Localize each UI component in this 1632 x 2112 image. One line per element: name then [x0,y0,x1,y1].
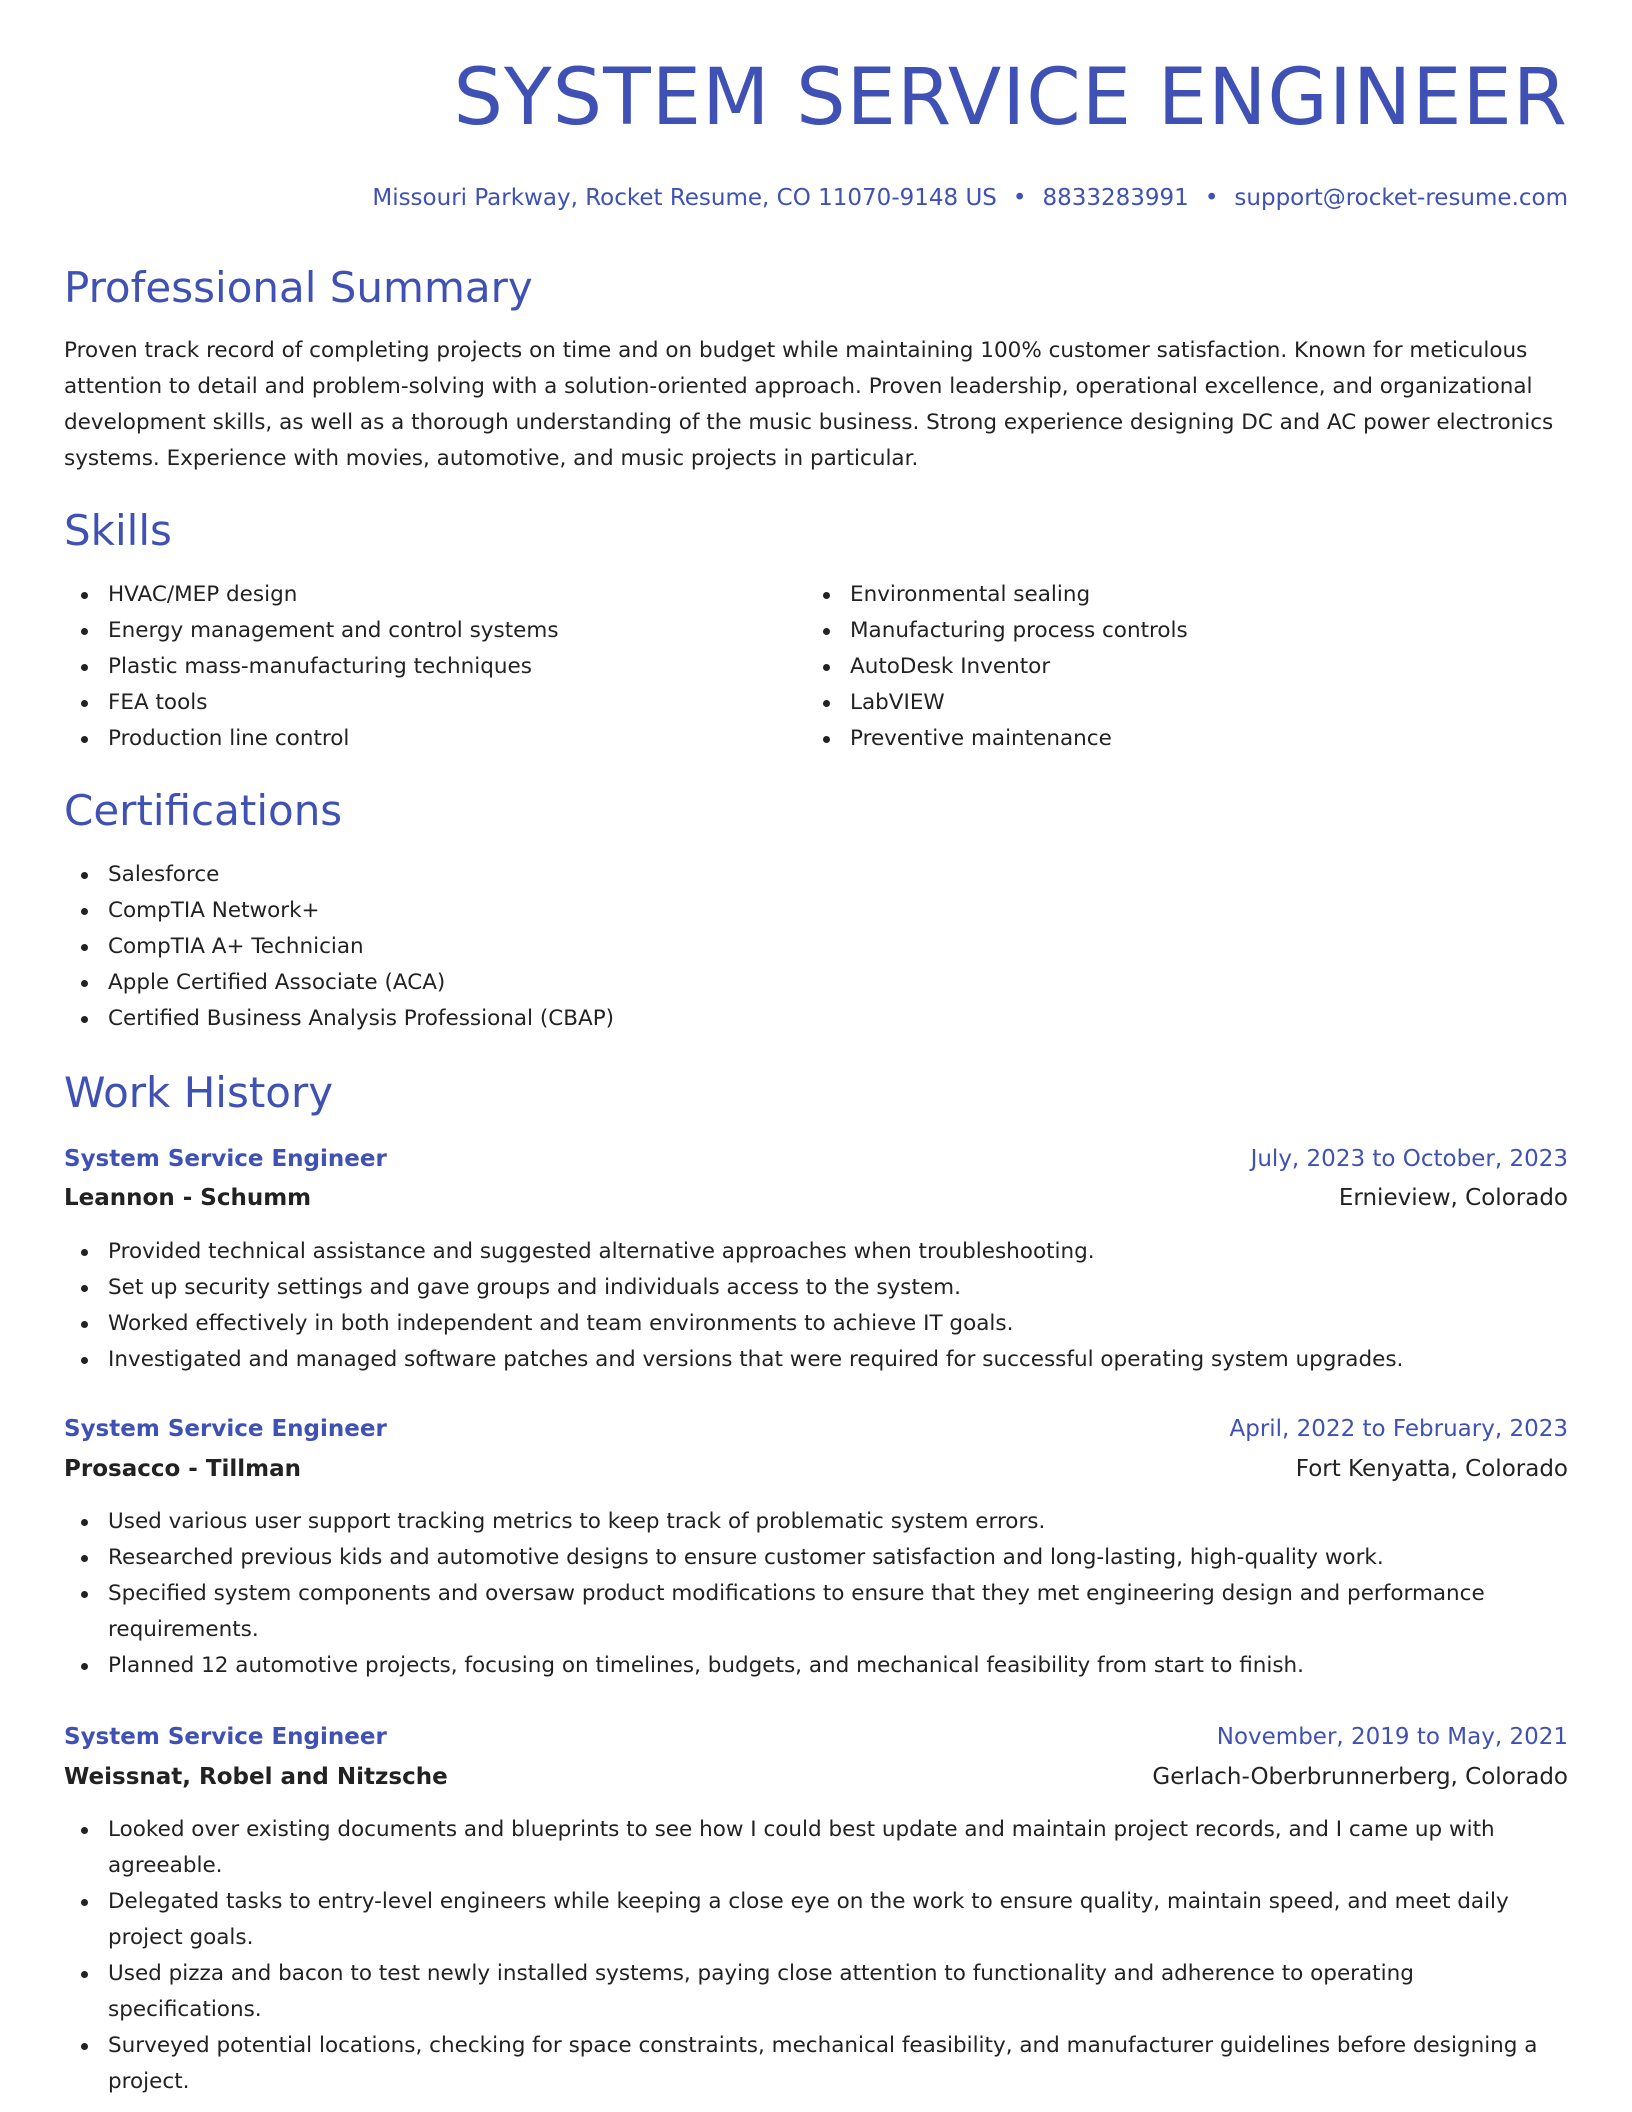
job-location: Gerlach-Oberbrunnerberg, Colorado [1152,1764,1568,1790]
job-company: Leannon - Schumm [64,1185,312,1211]
contact-separator: • [1012,185,1027,211]
job-bullets [64,1812,1568,2100]
job-bullet: Used pizza and bacon to test newly installed systems, paying close attention to functionality and adherence to operating specifications. [64,1956,1568,2028]
skill-item: HVAC/MEP design [64,577,764,613]
certification-item: CompTIA Network+ [64,893,1568,929]
skill-item: Preventive maintenance [806,721,1566,757]
contact-line [372,178,1568,218]
skill-item: LabVIEW [806,685,1566,721]
summary-text: Proven track record of completing projects on time and on budget while maintaining 100% customer satisfaction. Known for meticulous attention to detail and problem-solving with a solution-oriented approach. Proven leadership, operational excellence, and organizational development skills, as well as a thorough understanding of the music business. Strong experience designing DC and AC power electronics systems. Experience with movies, automotive, and music projects in particular. [64,338,1554,471]
job-bullet: Provided technical assistance and suggested alternative approaches when troubleshooting. [64,1234,1568,1270]
job-bullet: Used various user support tracking metrics to keep track of problematic system errors. [64,1504,1568,1540]
contact-address: Missouri Parkway, Rocket Resume, CO 11070-9148 US [372,185,997,211]
job-dates: November, 2019 to May, 2021 [1216,1724,1568,1750]
job-company: Prosacco - Tillman [64,1456,302,1482]
certifications-heading: Certifications [64,786,343,835]
job-bullet: Worked effectively in both independent and team environments to achieve IT goals. [64,1306,1568,1342]
job-title: System Service Engineer [64,1724,387,1750]
certification-item: Certified Business Analysis Professional (CBAP) [64,1001,1568,1037]
skill-item: Manufacturing process controls [806,613,1566,649]
resume-name: SYSTEM SERVICE ENGINEER [453,53,1568,143]
job-location: Ernieview, Colorado [1338,1185,1568,1211]
job-bullet: Investigated and managed software patches and versions that were required for successful operating system upgrades. [64,1342,1568,1378]
job-bullet: Planned 12 automotive projects, focusing on timelines, budgets, and mechanical feasibility from start to finish. [64,1648,1568,1684]
skills-list-left [64,577,764,757]
job-bullet: Delegated tasks to entry-level engineers while keeping a close eye on the work to ensure quality, maintain speed, and meet daily project goals. [64,1884,1568,1956]
skills-list-right [806,577,1566,757]
skill-item: AutoDesk Inventor [806,649,1566,685]
job-bullet: Specified system components and oversaw product modifications to ensure that they met engineering design and performance requirements. [64,1576,1568,1648]
skill-item: FEA tools [64,685,764,721]
skill-item: Production line control [64,721,764,757]
work-history-heading: Work History [64,1068,334,1117]
job-title: System Service Engineer [64,1416,387,1442]
job-bullet: Researched previous kids and automotive designs to ensure customer satisfaction and long-lasting, high-quality work. [64,1540,1568,1576]
job-dates: July, 2023 to October, 2023 [1250,1146,1568,1172]
job-bullets [64,1504,1568,1684]
job-bullet: Set up security settings and gave groups and individuals access to the system. [64,1270,1568,1306]
job-company: Weissnat, Robel and Nitzsche [64,1764,448,1790]
job-bullets [64,1234,1568,1378]
certification-item: CompTIA A+ Technician [64,929,1568,965]
skill-item: Plastic mass-manufacturing techniques [64,649,764,685]
job-dates: April, 2022 to February, 2023 [1229,1416,1568,1442]
skill-item: Energy management and control systems [64,613,764,649]
certification-item: Apple Certified Associate (ACA) [64,965,1568,1001]
skills-heading: Skills [64,506,172,555]
job-bullet: Surveyed potential locations, checking for space constraints, mechanical feasibility, and manufacturer guidelines before designing a project. [64,2028,1568,2100]
certification-item: Salesforce [64,857,1568,893]
job-location: Fort Kenyatta, Colorado [1295,1456,1568,1482]
job-title: System Service Engineer [64,1146,387,1172]
certifications-list [64,857,1568,1037]
contact-separator: • [1204,185,1219,211]
contact-phone: 8833283991 [1042,185,1189,211]
contact-email: support@rocket-resume.com [1234,185,1568,211]
summary-heading: Professional Summary [64,263,533,312]
job-bullet: Looked over existing documents and blueprints to see how I could best update and maintain project records, and I came up with agreeable. [64,1812,1568,1884]
skill-item: Environmental sealing [806,577,1566,613]
